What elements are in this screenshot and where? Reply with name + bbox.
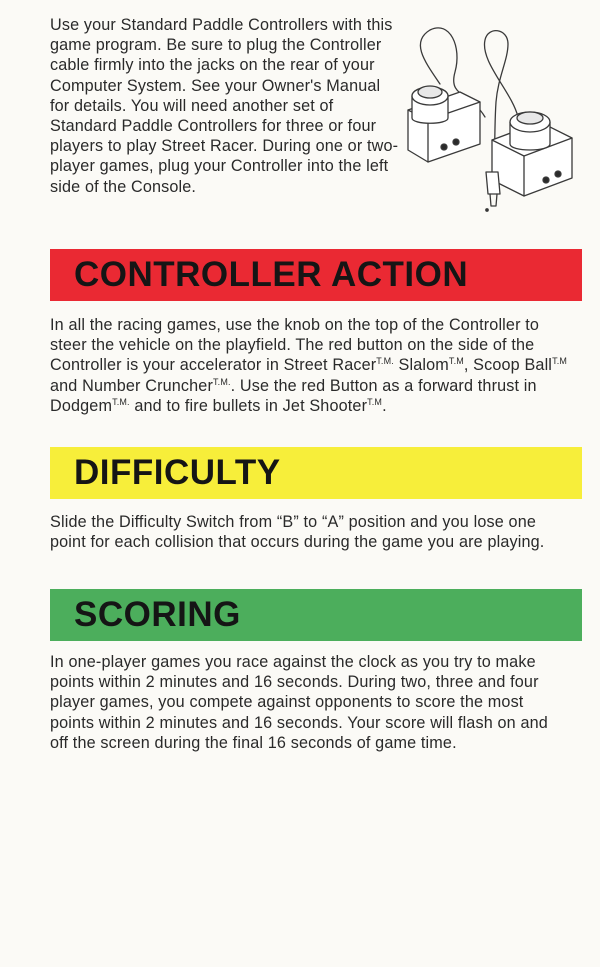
controller-action-heading: CONTROLLER ACTION bbox=[50, 249, 582, 301]
scoring-heading: SCORING bbox=[50, 589, 582, 641]
intro-paragraph: Use your Standard Paddle Controllers with this game program. Be sure to plug the Controller cable firmly into the jacks on the rear of your Computer System. See your Owner's Manual for details. You will need another set of Standard Paddle Controllers for three or four players to play Street Racer. During one or two-player games, plug your Controller into the left side of the Console. bbox=[50, 16, 399, 196]
paddle-controllers-icon bbox=[400, 22, 590, 217]
difficulty-heading: DIFFICULTY bbox=[50, 447, 582, 499]
scoring-text: In one-player games you race against the clock as you try to make points within 2 minutes and 16 seconds. During two, three and four player games, you compete against opponents to score the most points within 2 minutes and 16 seconds. Your score will flash on and off the screen during the final 16 seconds of game time. bbox=[50, 653, 548, 752]
controller-action-text: In all the racing games, use the knob on the top of the Controller to steer the vehicle on the playfield. The red button on the side of the Controller is your accelerator in Street Racer$^{T.M.}$ Slalom$^{T.M}$, Scoop Ball$^{T.M}$ and Number Cruncher$^{T.M.}$. Use the red Button as a forward thrust in Dodgem$^{T.M.}$ and to fire bullets in Jet Shooter$^{T.M}$. bbox=[50, 316, 568, 415]
difficulty-text: Slide the Difficulty Switch from “B” to “A” position and you lose one point for each collision that occurs during the game you are playing. bbox=[50, 513, 545, 552]
